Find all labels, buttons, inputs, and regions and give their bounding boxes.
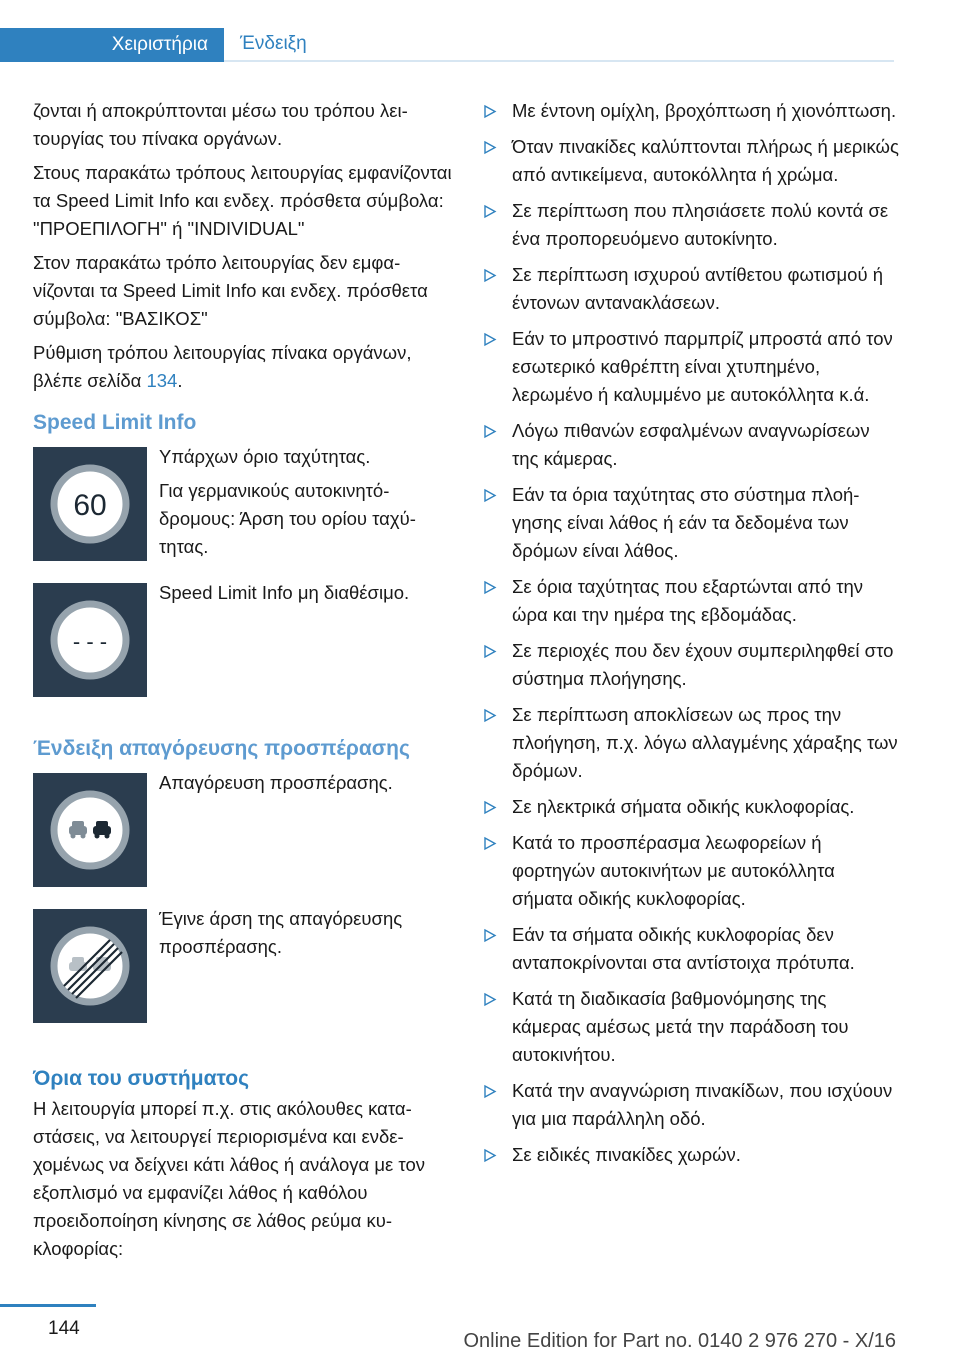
list-item [480, 921, 900, 977]
list-item [480, 197, 900, 253]
list-item-text: Σε περιοχές που δεν έχουν συμπεριληφθεί στο σύστημα πλοήγησης. [512, 640, 894, 689]
triangle-bullet-icon [482, 793, 498, 821]
triangle-bullet-icon [482, 829, 498, 857]
list-item-text: Σε περίπτωση που πλησιάσετε πολύ κοντά σε ένα προπορευόμενο αυτοκίνητο. [512, 200, 889, 249]
system-limits-list [480, 97, 900, 1169]
triangle-bullet-icon [482, 197, 498, 225]
right-column [480, 97, 900, 1177]
list-item [480, 793, 900, 821]
no-overtaking-icon [33, 773, 147, 887]
end-no-overtaking-sign-image [33, 909, 147, 1023]
list-item-text: Εάν το μπροστινό παρμπρίζ μπροστά από τον εσωτερικό καθρέπτη είναι χτυπημένο, λερωμένο ή καλυμμένο με αυτοκόλλητα κ.ά. [512, 328, 893, 405]
paragraph-system-limits: Η λειτουργία μπορεί π.χ. στις ακόλουθες καταστάσεις, να λειτουργεί περιορισμένα και ενδεχομένως να δείχνει κάτι λάθος ή ανάλογα με τον εξοπλισμό να εμφανίζει λάθος ή καθόλου προειδοποίηση κίνησης σε λάθος ρεύμα κυκλοφορίας: [33, 1098, 425, 1259]
paragraph-modes-shown: Στους παρακάτω τρόπους λειτουργίας εμφανίζονται τα Speed Limit Info και ενδεχ. πρόσθετα σύμβολα: "ΠΡΟΕΠΙΛΟΓΗ" ή "INDIVIDUAL" [33, 162, 452, 239]
list-item-text: Κατά την αναγνώριση πινακίδων, που ισχύουν για μια παράλληλη οδό. [512, 1080, 893, 1129]
list-item [480, 829, 900, 913]
list-item [480, 573, 900, 629]
figure-no-overtaking-caption [159, 769, 459, 803]
paragraph-mode-basic: Στον παρακάτω τρόπο λειτουργίας δεν εμφανίζονται τα Speed Limit Info και ενδεχ. πρόσθετα σύμβολα: "ΒΑΣΙΚΟΣ" [33, 252, 428, 329]
caption-no-overtaking: Απαγόρευση προσπέρασης. [159, 772, 393, 793]
caption-speed-limit-existing: Υπάρχων όριο ταχύτητας. [159, 446, 371, 467]
list-item [480, 481, 900, 565]
figure-speed-limit-caption [159, 443, 459, 567]
page-header [0, 0, 960, 62]
speed-limit-60-icon [33, 447, 147, 561]
list-item-text: Εάν τα όρια ταχύτητας στο σύστημα πλοήγησης είναι λάθος ή εάν τα δεδομένα των δρόμων είναι λάθος. [512, 484, 860, 561]
end-no-overtaking-icon [33, 909, 147, 1023]
no-overtaking-sign-image [33, 773, 147, 887]
left-column [33, 97, 453, 1269]
list-item-text: Όταν πινακίδες καλύπτονται πλήρως ή μερικώς από αντικείμενα, αυτοκόλλητα ή χρώμα. [512, 136, 899, 185]
caption-speed-limit-unavailable: Speed Limit Info μη διαθέσιμο. [159, 582, 410, 603]
triangle-bullet-icon [482, 417, 498, 445]
list-item-text: Σε ειδικές πινακίδες χωρών. [512, 1144, 741, 1165]
figure-speed-limit-unavailable [33, 583, 453, 719]
page-link[interactable]: 134 [146, 370, 178, 391]
figure-unavailable-caption [159, 579, 459, 613]
settings-ref-end: . [177, 370, 183, 391]
speed-limit-unavailable-icon [33, 583, 147, 697]
unavailable-dashes: - - - [72, 629, 108, 654]
triangle-bullet-icon [482, 985, 498, 1013]
triangle-bullet-icon [482, 1141, 498, 1169]
list-item-text: Σε ηλεκτρικά σήματα οδικής κυκλοφορίας. [512, 796, 855, 817]
triangle-bullet-icon [482, 1077, 498, 1105]
list-item [480, 1141, 900, 1169]
unavailable-sign-image [33, 583, 147, 697]
triangle-bullet-icon [482, 325, 498, 353]
figure-end-no-overtaking [33, 909, 453, 1045]
speed-limit-sign-image [33, 447, 147, 561]
list-item [480, 417, 900, 473]
triangle-bullet-icon [482, 97, 498, 125]
triangle-bullet-icon [482, 637, 498, 665]
figure-no-overtaking [33, 773, 453, 909]
list-item-text: Σε όρια ταχύτητας που εξαρτώνται από την ώρα και την ημέρα της εβδομάδας. [512, 576, 864, 625]
list-item-text: Κατά το προσπέρασμα λεωφορείων ή φορτηγών αυτοκινήτων με αυτοκόλλητα σήματα οδικής κυκλοφορίας. [512, 832, 835, 909]
triangle-bullet-icon [482, 573, 498, 601]
heading-speed-limit-info: Speed Limit Info [33, 411, 197, 434]
paragraph-settings-ref [33, 339, 453, 395]
edition-footer: Online Edition for Part no. 0140 2 976 270 - X/16 [463, 1330, 896, 1352]
heading-system-limits: Όρια του συστήματος [33, 1067, 250, 1090]
list-item [480, 97, 900, 125]
triangle-bullet-icon [482, 133, 498, 161]
speed-limit-value: 60 [73, 489, 107, 522]
page-number: 144 [48, 1318, 80, 1339]
caption-end-no-overtaking: Έγινε άρση της απαγόρευσης προσπέρασης. [159, 908, 403, 957]
heading-no-overtaking-display: Ένδειξη απαγόρευσης προσπέρασης [33, 737, 410, 760]
settings-ref-text: Ρύθμιση τρόπου λειτουργίας πίνακα οργάνων, βλέπε σελίδα [33, 342, 412, 391]
list-item [480, 637, 900, 693]
tab-controls[interactable]: Χειριστήρια [0, 28, 224, 62]
list-item-text: Λόγω πιθανών εσφαλμένων αναγνωρίσεων της κάμερας. [512, 420, 870, 469]
list-item-text: Κατά τη διαδικασία βαθμονόμησης της κάμερας αμέσως μετά την παράδοση του αυτοκινήτου. [512, 988, 849, 1065]
list-item [480, 1077, 900, 1133]
list-item-text: Με έντονη ομίχλη, βροχόπτωση ή χιονόπτωση. [512, 100, 897, 121]
triangle-bullet-icon [482, 921, 498, 949]
list-item [480, 985, 900, 1069]
figure-speed-limit [33, 447, 453, 583]
list-item [480, 325, 900, 409]
tab-display[interactable]: Ένδειξη [224, 28, 894, 62]
triangle-bullet-icon [482, 481, 498, 509]
paragraph-mode-hidden: ζονται ή αποκρύπτονται μέσω του τρόπου λειτουργίας του πίνακα οργάνων. [33, 100, 408, 149]
list-item [480, 133, 900, 189]
footer-rule [0, 1304, 96, 1307]
triangle-bullet-icon [482, 701, 498, 729]
list-item-text: Σε περίπτωση αποκλίσεων ως προς την πλοήγηση, π.χ. λόγω αλλαγμένης χάραξης των δρόμων. [512, 704, 898, 781]
list-item-text: Σε περίπτωση ισχυρού αντίθετου φωτισμού ή έντονων αντανακλάσεων. [512, 264, 883, 313]
list-item [480, 261, 900, 317]
triangle-bullet-icon [482, 261, 498, 289]
figure-end-no-overtaking-caption [159, 905, 459, 967]
list-item [480, 701, 900, 785]
caption-autobahn-unrestricted: Για γερμανικούς αυτοκινητόδρομους: Άρση του ορίου ταχύτητας. [159, 480, 416, 557]
list-item-text: Εάν τα σήματα οδικής κυκλοφορίας δεν ανταποκρίνονται στα αντίστοιχα πρότυπα. [512, 924, 855, 973]
